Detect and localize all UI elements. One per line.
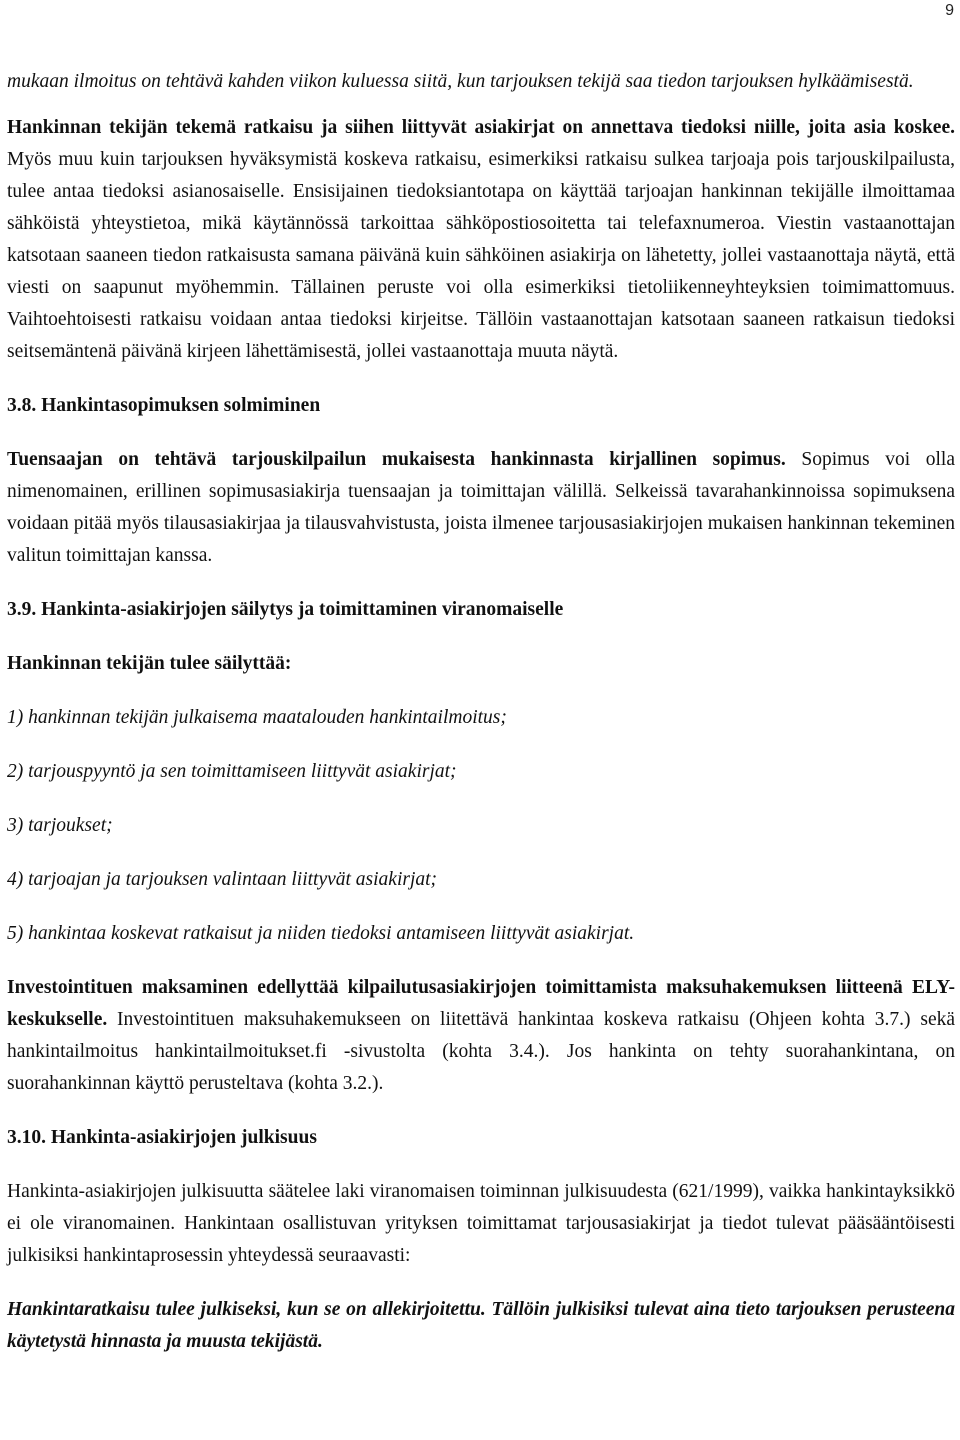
lead-sentence: Tuensaajan on tehtävä tarjouskilpailun mukaisesta hankinnasta kirjallinen sopimus.: [7, 449, 786, 470]
lead-sentence: Investointituen maksaminen edellyttää kilpailutusasiakirjojen toimittamista maksuhakemuksen liitteenä ELY-keskukselle.: [7, 977, 955, 1030]
list-item: 3) tarjoukset;: [7, 815, 113, 836]
section-heading-3-8: 3.8. Hankintasopimuksen solmiminen: [7, 395, 321, 416]
paragraph-payment-attachments: [7, 972, 955, 1100]
section-heading-3-9: 3.9. Hankinta-asiakirjojen säilytys ja toimittaminen viranomaiselle: [7, 599, 564, 620]
lead-sentence: Hankinnan tekijän tekemä ratkaisu ja siihen liittyvät asiakirjat on annettava tiedoksi niille, joita asia koskee.: [7, 117, 955, 138]
paragraph-decision-public: Hankintaratkaisu tulee julkiseksi, kun se on allekirjoitettu. Tällöin julkisiksi tulevat aina tieto tarjouksen perusteena käytetystä hinnasta ja muusta tekijästä.: [7, 1299, 955, 1352]
retention-heading: Hankinnan tekijän tulee säilyttää:: [7, 653, 292, 674]
paragraph-contract: [7, 444, 955, 572]
section-heading-3-10: 3.10. Hankinta-asiakirjojen julkisuus: [7, 1127, 317, 1148]
paragraph-text: Investointituen maksuhakemukseen on liitettävä hankintaa koskeva ratkaisu (Ohjeen kohta 3.7.) sekä hankintailmoitus hankintailmoitukset.fi -sivustolta (kohta 3.4.). Jos hankinta on tehty suorahankintana, on suorahankinnan käyttö perusteltava (kohta 3.2.).: [7, 1009, 955, 1094]
paragraph-text: Myös muu kuin tarjouksen hyväksymistä koskeva ratkaisu, esimerkiksi ratkaisu sulkea tarjoaja pois tarjouskilpailusta, tulee antaa tiedoksi asianosaiselle. Ensisijainen tiedoksiantotapa on käyttää tarjoajan hankinnan tekijälle ilmoittamaa sähköistä yhteystietoa, mikä käytännössä tarkoittaa sähköpostiosoitetta tai telefaxnumeroa. Viestin vastaanottajan katsotaan saaneen tiedon ratkaisusta samana päivänä kuin sähköinen asiakirja on lähetetty, jollei vastaanottaja näytä, että viesti on saapunut myöhemmin. Tällainen peruste voi olla esimerkiksi tietoliikenneyhteyksien toimimattomuus. Vaihtoehtoisesti ratkaisu voidaan antaa tiedoksi kirjeitse. Tällöin vastaanottajan katsotaan saaneen ratkaisun tiedoksi seitsemäntenä päivänä kirjeen lähettämisestä, jollei vastaanottaja muuta näytä.: [7, 149, 955, 362]
retention-list: [7, 702, 955, 950]
paragraph-decision-notification: [7, 112, 955, 368]
paragraph-text: Sopimus voi olla nimenomainen, erillinen sopimusasiakirja tuensaajan ja toimittajan välillä. Selkeissä tavarahankinnoissa sopimuksena voidaan pitää myös tilausasiakirjaa ja tilausvahvistusta, joista ilmenee tarjousasiakirjojen mukaisen hankinnan tekeminen valitun toimittajan kanssa.: [7, 449, 955, 566]
paragraph-publicity: Hankinta-asiakirjojen julkisuutta säätelee laki viranomaisen toiminnan julkisuudesta (621/1999), vaikka hankintayksikkö ei ole viranomainen. Hankintaan osallistuvan yrityksen toimittamat tarjousasiakirjat ja tiedot tulevat pääsääntöisesti julkisiksi hankintaprosessin yhteydessä seuraavasti:: [7, 1181, 955, 1266]
page-number: 9: [945, 2, 954, 19]
paragraph-notice-deadline: mukaan ilmoitus on tehtävä kahden viikon kuluessa siitä, kun tarjouksen tekijä saa tiedon tarjouksen hylkäämisestä.: [7, 71, 914, 92]
list-item: 2) tarjouspyyntö ja sen toimittamiseen liittyvät asiakirjat;: [7, 761, 457, 782]
list-item: 1) hankinnan tekijän julkaisema maatalouden hankintailmoitus;: [7, 707, 507, 728]
document-body: [7, 66, 955, 1358]
list-item: 4) tarjoajan ja tarjouksen valintaan liittyvät asiakirjat;: [7, 869, 438, 890]
list-item: 5) hankintaa koskevat ratkaisut ja niiden tiedoksi antamiseen liittyvät asiakirjat.: [7, 923, 635, 944]
